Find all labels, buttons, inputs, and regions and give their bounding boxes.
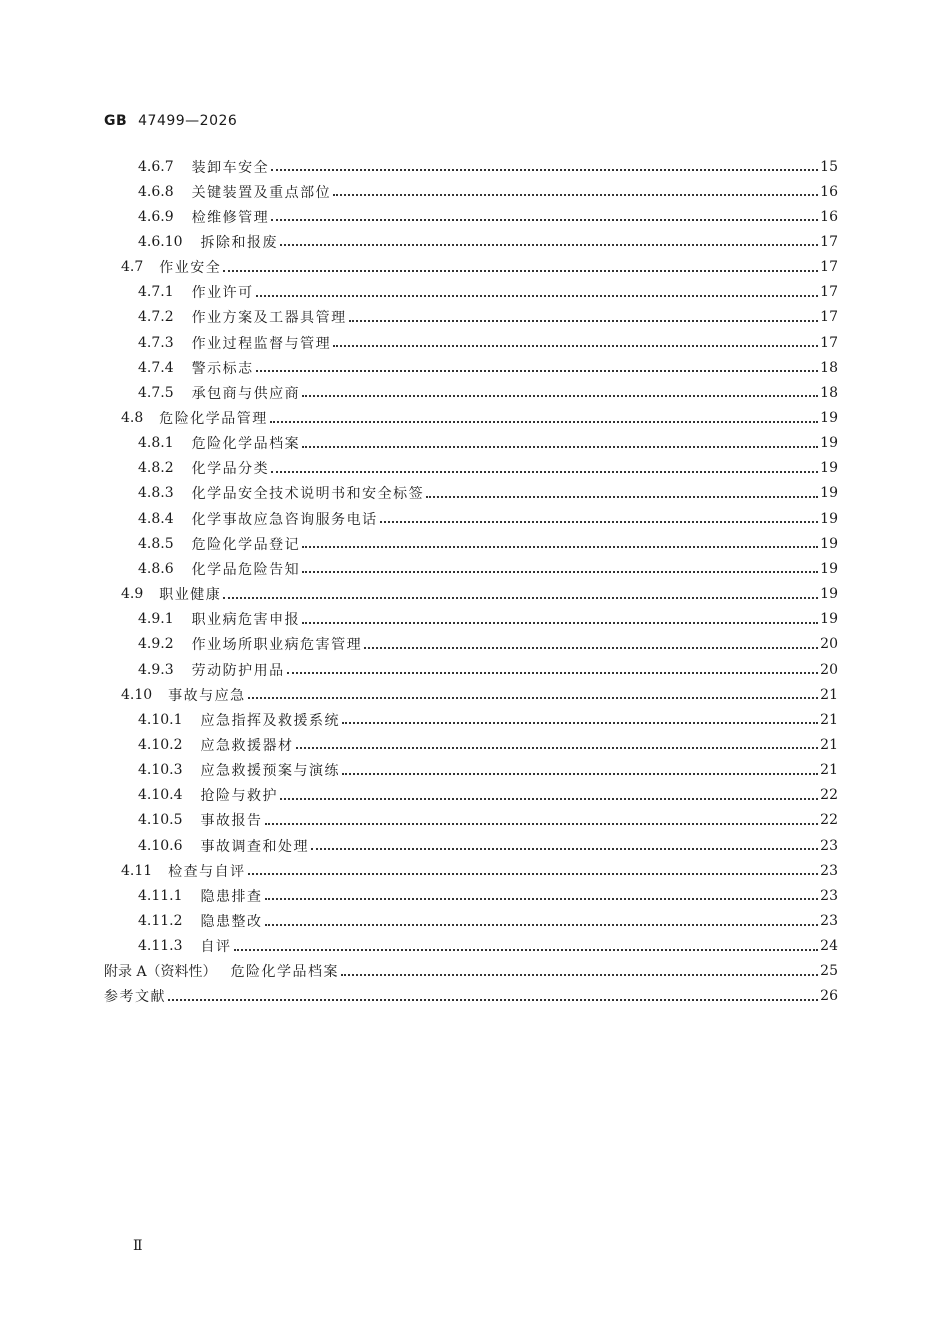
toc-entry[interactable] (138, 833, 838, 858)
toc-entry-page: 22 (820, 812, 838, 829)
toc-entry[interactable] (138, 531, 838, 556)
toc-entry-number: 4.10.6 (138, 837, 183, 854)
toc-entry-number: 4.10.1 (138, 711, 183, 728)
toc-entry[interactable] (138, 758, 838, 783)
toc-entry-page: 19 (820, 460, 838, 477)
toc-entry-page: 15 (820, 158, 838, 175)
toc-entry[interactable] (138, 506, 838, 531)
toc-entry[interactable] (121, 255, 838, 280)
toc-entry[interactable] (138, 481, 838, 506)
toc-dot-leader (342, 721, 818, 724)
toc-entry-title: 事故报告 (200, 813, 263, 830)
toc-entry-page: 21 (820, 736, 838, 753)
toc-entry[interactable] (138, 632, 838, 657)
toc-entry[interactable] (138, 229, 838, 254)
toc-entry[interactable] (121, 406, 838, 431)
toc-entry-page: 20 (820, 661, 838, 678)
toc-entry-number: 4.7.3 (138, 334, 174, 351)
toc-entry[interactable] (121, 858, 838, 883)
toc-entry-page: 20 (820, 636, 838, 653)
toc-dot-leader (302, 570, 818, 573)
toc-entry-title: 作业许可 (191, 285, 254, 302)
toc-entry-title: 自评 (200, 939, 232, 956)
toc-entry-title: 事故与应急 (168, 687, 246, 704)
toc-dot-leader (341, 973, 818, 976)
toc-dot-leader (271, 218, 818, 221)
toc-entry[interactable] (138, 934, 838, 959)
toc-entry-title: 危险化学品登记 (191, 536, 301, 553)
toc-entry-number: 4.11.1 (138, 887, 183, 904)
toc-entry-page: 23 (820, 913, 838, 929)
toc-entry-page: 19 (820, 535, 838, 552)
toc-entry[interactable] (104, 984, 838, 1009)
toc-dot-leader (280, 797, 818, 800)
toc-entry-title: 关键装置及重点部位 (191, 184, 332, 201)
toc-entry-title: 劳动防护用品 (191, 662, 285, 679)
toc-entry-page: 19 (820, 435, 838, 452)
toc-entry-number: 4.9.3 (138, 661, 174, 678)
toc-entry-title: 危险化学品档案 (230, 964, 340, 981)
toc-dot-leader (223, 596, 818, 599)
toc-entry-page: 19 (820, 410, 838, 426)
toc-entry-number: 4.6.8 (138, 183, 174, 200)
toc-entry[interactable] (138, 556, 838, 581)
toc-dot-leader (302, 545, 818, 548)
toc-dot-leader (256, 369, 818, 372)
toc-entry-title: 隐患整改 (200, 914, 263, 930)
toc-dot-leader (426, 495, 818, 498)
toc-entry[interactable] (138, 204, 838, 229)
standard-number: 47499—2026 (138, 113, 238, 129)
toc-entry-page: 19 (820, 611, 838, 628)
document-header (104, 113, 237, 129)
toc-entry-number: 4.10.4 (138, 787, 183, 804)
toc-dot-leader (333, 344, 818, 347)
toc-entry-title: 作业过程监督与管理 (191, 335, 332, 352)
toc-entry-number: 4.7.1 (138, 284, 174, 301)
toc-entry[interactable] (138, 783, 838, 808)
toc-entry-title: 职业病危害申报 (191, 612, 301, 629)
toc-entry-title: 承包商与供应商 (191, 385, 301, 402)
toc-entry-number: 4.11.2 (138, 913, 183, 929)
toc-dot-leader (296, 746, 818, 749)
toc-entry-page: 16 (820, 208, 838, 225)
toc-entry-page: 21 (820, 711, 838, 728)
page-number-footer: Ⅱ (133, 1238, 143, 1254)
toc-entry-page: 19 (820, 560, 838, 577)
toc-entry-title: 作业方案及工器具管理 (191, 310, 347, 327)
toc-entry-title: 化学事故应急咨询服务电话 (191, 511, 378, 528)
toc-dot-leader (271, 168, 818, 171)
toc-entry-number: 4.9.1 (138, 611, 174, 628)
toc-entry-title: 隐患排查 (200, 888, 263, 905)
toc-entry-number: 4.7.5 (138, 384, 174, 401)
toc-entry-number: 4.7 (121, 259, 144, 276)
toc-dot-leader (333, 193, 818, 196)
toc-entry[interactable] (138, 280, 838, 305)
toc-entry-page: 24 (820, 938, 838, 955)
toc-entry-number: 4.8.3 (138, 485, 174, 502)
toc-entry-title: 化学品分类 (191, 461, 270, 478)
toc-entry-page: 25 (820, 963, 838, 980)
toc-entry-title: 拆除和报废 (200, 234, 279, 251)
toc-entry-title: 事故调查和处理 (200, 838, 310, 855)
toc-entry-title: 装卸车安全 (191, 159, 270, 176)
toc-dot-leader (342, 772, 818, 775)
toc-entry[interactable] (138, 305, 838, 330)
toc-dot-leader (302, 445, 818, 448)
toc-entry-title: 作业安全 (159, 260, 222, 277)
toc-dot-leader (271, 470, 818, 473)
toc-dot-leader (223, 269, 818, 272)
toc-entry-page: 21 (820, 686, 838, 703)
toc-entry-number: 4.10.5 (138, 812, 183, 829)
toc-entry-title: 化学品危险告知 (191, 561, 301, 578)
toc-entry[interactable] (104, 959, 838, 984)
toc-dot-leader (287, 671, 818, 674)
toc-entry-page: 21 (820, 762, 838, 779)
toc-entry[interactable] (138, 732, 838, 757)
toc-entry-page: 17 (820, 259, 838, 276)
toc-entry-number: 4.6.9 (138, 208, 174, 225)
toc-dot-leader (265, 822, 818, 825)
toc-dot-leader (248, 872, 818, 875)
toc-entry-page: 23 (820, 887, 838, 904)
toc-entry-title: 警示标志 (191, 360, 254, 377)
toc-dot-leader (270, 420, 818, 423)
toc-entry-page: 17 (820, 284, 838, 301)
toc-dot-leader (265, 923, 818, 926)
toc-entry-number: 4.8.4 (138, 510, 174, 527)
toc-entry-number: 4.8.2 (138, 460, 174, 477)
toc-entry-number: 4.6.10 (138, 233, 183, 250)
toc-entry-number: 4.6.7 (138, 158, 174, 175)
toc-entry[interactable] (138, 707, 838, 732)
toc-entry[interactable] (138, 808, 838, 833)
toc-entry[interactable] (121, 582, 838, 607)
toc-entry-number: 4.9.2 (138, 636, 174, 653)
toc-entry-number: 4.11.3 (138, 938, 183, 955)
toc-entry-number: 4.8.5 (138, 535, 174, 552)
toc-entry-number: 4.8 (121, 410, 144, 426)
toc-dot-leader (265, 897, 818, 900)
toc-entry-page: 17 (820, 334, 838, 351)
toc-entry-page: 17 (820, 309, 838, 326)
toc-entry-page: 23 (820, 837, 838, 854)
toc-dot-leader (349, 319, 818, 322)
toc-entry[interactable] (138, 330, 838, 355)
toc-entry[interactable] (138, 179, 838, 204)
toc-entry-title: 化学品安全技术说明书和安全标签 (191, 486, 425, 503)
toc-entry-title: 危险化学品管理 (159, 411, 268, 427)
toc-entry-page: 17 (820, 233, 838, 250)
toc-entry-number: 4.9 (121, 586, 144, 603)
toc-entry-page: 16 (820, 183, 838, 200)
toc-entry-page: 18 (820, 359, 838, 376)
toc-entry[interactable] (138, 154, 838, 179)
toc-entry[interactable] (138, 355, 838, 380)
toc-entry[interactable] (138, 431, 838, 456)
toc-entry-number: 4.10 (121, 686, 153, 703)
toc-entry-number: 4.7.4 (138, 359, 174, 376)
toc-dot-leader (234, 948, 818, 951)
toc-entry-title: 检查与自评 (168, 863, 246, 880)
toc-entry-page: 19 (820, 586, 838, 603)
toc-dot-leader (280, 243, 818, 246)
toc-entry[interactable] (138, 657, 838, 682)
toc-entry[interactable] (138, 909, 838, 934)
toc-dot-leader (302, 621, 818, 624)
toc-entry-page: 22 (820, 787, 838, 804)
toc-entry[interactable] (138, 456, 838, 481)
toc-entry-page: 19 (820, 510, 838, 527)
toc-entry-number: 4.10.3 (138, 762, 183, 779)
toc-entry[interactable] (138, 607, 838, 632)
toc-entry-title: 检维修管理 (191, 209, 270, 226)
toc-entry-page: 23 (820, 862, 838, 879)
toc-dot-leader (380, 520, 818, 523)
toc-entry-number: 4.10.2 (138, 736, 183, 753)
toc-entry-title: 参考文献 (104, 989, 166, 1006)
toc-dot-leader (168, 998, 818, 1001)
toc-entry[interactable] (138, 883, 838, 908)
toc-entry-title: 作业场所职业病危害管理 (191, 637, 363, 654)
toc-entry-page: 26 (820, 988, 838, 1005)
standard-code: GB (104, 113, 128, 129)
toc-entry-number: 4.8.1 (138, 435, 174, 452)
toc-dot-leader (311, 847, 818, 850)
toc-entry-number: 4.8.6 (138, 560, 174, 577)
toc-entry-title: 抢险与救护 (200, 788, 279, 805)
toc-entry-number: 4.7.2 (138, 309, 174, 326)
toc-entry-title: 职业健康 (159, 587, 222, 604)
toc-dot-leader (302, 394, 818, 397)
toc-entry-number: 4.11 (121, 862, 153, 879)
toc-entry-title: 危险化学品档案 (191, 436, 301, 453)
toc-entry-page: 18 (820, 384, 838, 401)
toc-dot-leader (256, 294, 818, 297)
toc-entry-title: 应急救援预案与演练 (200, 763, 341, 780)
toc-entry-number: 附录 A（资料性） (104, 964, 217, 981)
toc-entry-page: 19 (820, 485, 838, 502)
toc-dot-leader (248, 696, 818, 699)
toc-entry[interactable] (138, 380, 838, 405)
toc-entry-title: 应急指挥及救援系统 (200, 712, 341, 729)
toc-entry[interactable] (121, 682, 838, 707)
toc-dot-leader (364, 646, 818, 649)
toc-entry-title: 应急救援器材 (200, 737, 294, 754)
